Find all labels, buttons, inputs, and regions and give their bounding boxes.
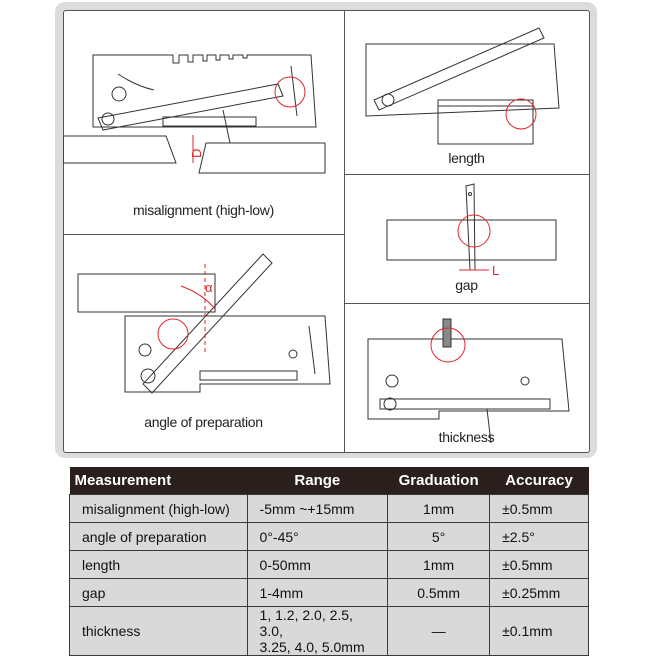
gauge-hole [386,375,398,387]
side-scale [309,326,315,374]
table-row [70,495,589,523]
gauge-body [366,44,559,116]
gauge-hole [112,87,126,101]
angle-label-alpha: α [205,280,213,295]
cell-graduation: — [388,607,490,656]
gap-feeler [466,184,475,270]
misalignment-illustration [63,10,344,234]
cell-graduation: 0.5mm [388,579,490,607]
panel-thickness [344,303,589,452]
table-header-row [70,467,589,495]
workpiece-plate [387,220,556,260]
ruler-pivot [141,369,155,383]
spec-table [69,467,589,656]
table-row [70,607,589,656]
sliding-ruler [374,28,544,110]
panel-angle [63,234,344,452]
cell-graduation: 5° [388,523,490,551]
cell-accuracy: ±0.5mm [490,551,589,579]
ruler-pivot [384,398,396,410]
workpiece-left [63,136,176,163]
header-range: Range [247,467,388,495]
ruler-pivot [102,113,114,125]
cell-graduation: 1mm [388,495,490,523]
header-accuracy: Accuracy [490,467,589,495]
cell-range-line-2: 3.25, 4.0, 5.0mm [259,639,365,655]
caption-angle: angle of preparation [144,414,263,430]
panel-gap [344,174,589,303]
cell-range: -5mm ~+15mm [247,495,388,523]
table-row [70,523,589,551]
highlight-circle [506,99,536,129]
gauge-body [125,316,330,392]
feeler-hole [469,193,472,196]
bottom-scale [163,117,256,126]
caption-length: length [448,150,485,166]
cell-accuracy: ±0.1mm [490,607,589,656]
sliding-ruler [380,399,550,409]
cell-graduation: 1mm [388,551,490,579]
side-scale [291,66,297,116]
length-scale [438,100,533,106]
table-row [70,579,589,607]
caption-thickness: thickness [438,429,495,445]
cell-measurement: angle of preparation [70,523,248,551]
workpiece-plate [78,274,215,312]
header-measurement: Measurement [70,467,248,495]
cell-measurement: thickness [70,607,248,656]
cell-measurement: gap [70,579,248,607]
gap-label-l: L [492,263,500,278]
cell-range: 1-4mm [247,579,388,607]
cell-accuracy: ±0.25mm [490,579,589,607]
highlight-circle [158,319,188,349]
header-graduation: Graduation [388,467,490,495]
thickness-sample [443,319,451,347]
highlight-circle [275,77,305,107]
workpiece-right [199,143,325,173]
panel-length [344,10,589,174]
gauge-body [93,55,316,127]
panel-misalignment [63,10,344,234]
caption-misalignment: misalignment (high-low) [133,202,274,218]
cell-range: 0°-45° [247,523,388,551]
cell-range: 0-50mm [247,551,388,579]
cell-range [247,607,388,656]
ruler-pivot [382,94,394,106]
misalignment-label-d: D [189,148,204,158]
cell-measurement: length [70,551,248,579]
gauge-hole-small [521,377,529,385]
cell-accuracy: ±2.5° [490,523,589,551]
cell-measurement: misalignment (high-low) [70,495,248,523]
caption-gap: gap [455,277,478,293]
angle-scale-arc [118,74,154,90]
gauge-hole-small [289,350,297,358]
bottom-scale [200,371,297,380]
gauge-hole [139,344,151,356]
cell-range-line-1: 1, 1.2, 2.0, 2.5, 3.0, [259,607,353,639]
cell-accuracy: ±0.5mm [490,495,589,523]
workpiece-hatched [438,100,533,144]
table-row [70,551,589,579]
